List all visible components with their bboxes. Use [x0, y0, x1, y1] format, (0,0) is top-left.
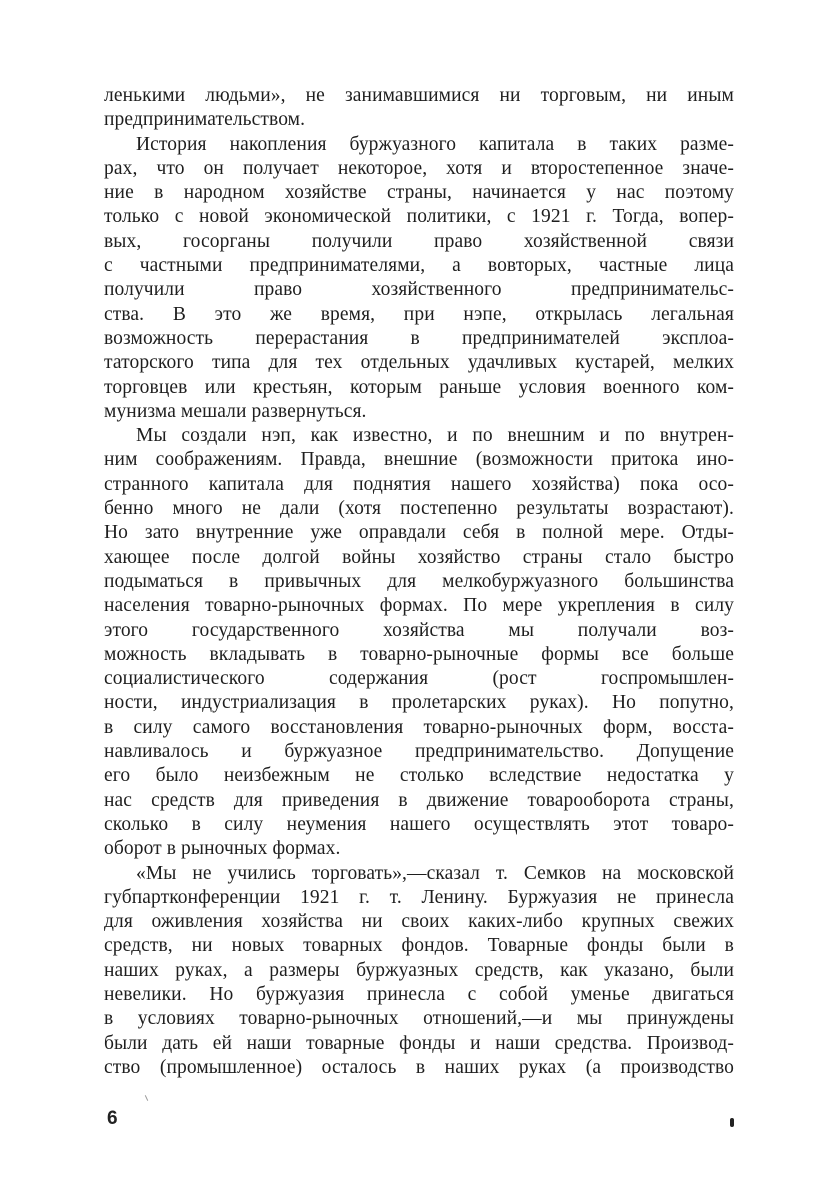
text-line: с частными предпринимателями, а вовторых, частные лица	[104, 255, 734, 277]
text-line: ности, индустриализация в пролетарских руках). Но попутно,	[104, 692, 734, 714]
text-line: Мы создали нэп, как известно, и по внешним и по внутрен-	[136, 425, 734, 447]
text-line: ние в народном хозяйстве страны, начинается у нас поэтому	[104, 182, 734, 204]
text-line: его было неизбежным не столько вследствие недостатка у	[104, 765, 734, 787]
text-line: в силу самого восстановления товарно-рыночных форм, восста-	[104, 716, 734, 738]
text-line: «Мы не учились торговать»,—сказал т. Семков на московской	[136, 862, 734, 884]
text-line: предпринимательством.	[104, 109, 306, 131]
text-line: только с новой экономической политики, с 1921 г. Тогда, вопер-	[104, 206, 734, 228]
text-line: в условиях товарно-рыночных отношений,—и мы принуждены	[104, 1008, 734, 1030]
text-line: возможность перерастания в предпринимателей эксплоа-	[104, 327, 734, 349]
ink-mark	[730, 1118, 734, 1127]
text-line: ство (промышленное) осталось в наших руках (а производство	[104, 1056, 734, 1078]
text-line: получили право хозяйственного предпринимательс-	[104, 279, 734, 301]
text-line: ства. В это же время, при нэпе, открылась легальная	[104, 303, 734, 325]
text-line: губпартконференции 1921 г. т. Ленину. Буржуазия не принесла	[104, 886, 734, 908]
text-line: ним соображениям. Правда, внешние (возможности притока ино-	[104, 449, 734, 471]
text-line: подыматься в привычных для мелкобуржуазного большинства	[104, 570, 734, 592]
text-line: оборот в рыночных формах.	[104, 838, 341, 860]
text-line: социалистического содержания (рост госпромышлен-	[104, 668, 734, 690]
text-line: для оживления хозяйства ни своих каких-либо крупных свежих	[104, 911, 734, 933]
text-line: Но зато внутренние уже оправдали себя в полной мере. Отды-	[104, 522, 734, 544]
page-text	[104, 84, 734, 1080]
text-line: населения товарно-рыночных формах. По мере укрепления в силу	[104, 595, 734, 617]
text-line: средств, ни новых товарных фондов. Товарные фонды были в	[104, 935, 734, 957]
text-line: странного капитала для поднятия нашего хозяйства) пока осо-	[104, 473, 734, 495]
text-line: таторского типа для тех отдельных удачливых кустарей, мелких	[104, 352, 734, 374]
text-line: рах, что он получает некоторое, хотя и второстепенное значе-	[104, 157, 734, 179]
text-line: торговцев или крестьян, которым раньше условия военного ком-	[104, 376, 734, 398]
text-line: мунизма мешали развернуться.	[104, 400, 367, 422]
text-line: бенно много не дали (хотя постепенно результаты возрастают).	[104, 498, 734, 520]
pencil-mark	[145, 1095, 148, 1101]
page-number: 6	[107, 1108, 118, 1129]
text-line: ленькими людьми», не занимавшимися ни торговым, ни иным	[104, 85, 734, 106]
text-line: навливалось и буржуазное предпринимательство. Допущение	[104, 741, 734, 763]
text-line: наших руках, а размеры буржуазных средств, как указано, были	[104, 959, 734, 981]
text-line: были дать ей наши товарные фонды и наши средства. Производ-	[104, 1032, 734, 1054]
text-line: вых, госорганы получили право хозяйственной связи	[104, 230, 734, 252]
text-line: можность вкладывать в товарно-рыночные формы все больше	[104, 643, 734, 665]
text-line: История накопления буржуазного капитала в таких разме-	[136, 133, 734, 155]
text-line: нас средств для приведения в движение товарооборота страны,	[104, 789, 734, 811]
text-line: сколько в силу неумения нашего осуществлять этот товаро-	[104, 813, 734, 835]
text-line: этого государственного хозяйства мы получали воз-	[104, 619, 734, 641]
text-line: хающее после долгой войны хозяйство страны стало быстро	[104, 546, 734, 568]
text-line: невелики. Но буржуазия принесла с собой уменье двигаться	[104, 983, 734, 1005]
